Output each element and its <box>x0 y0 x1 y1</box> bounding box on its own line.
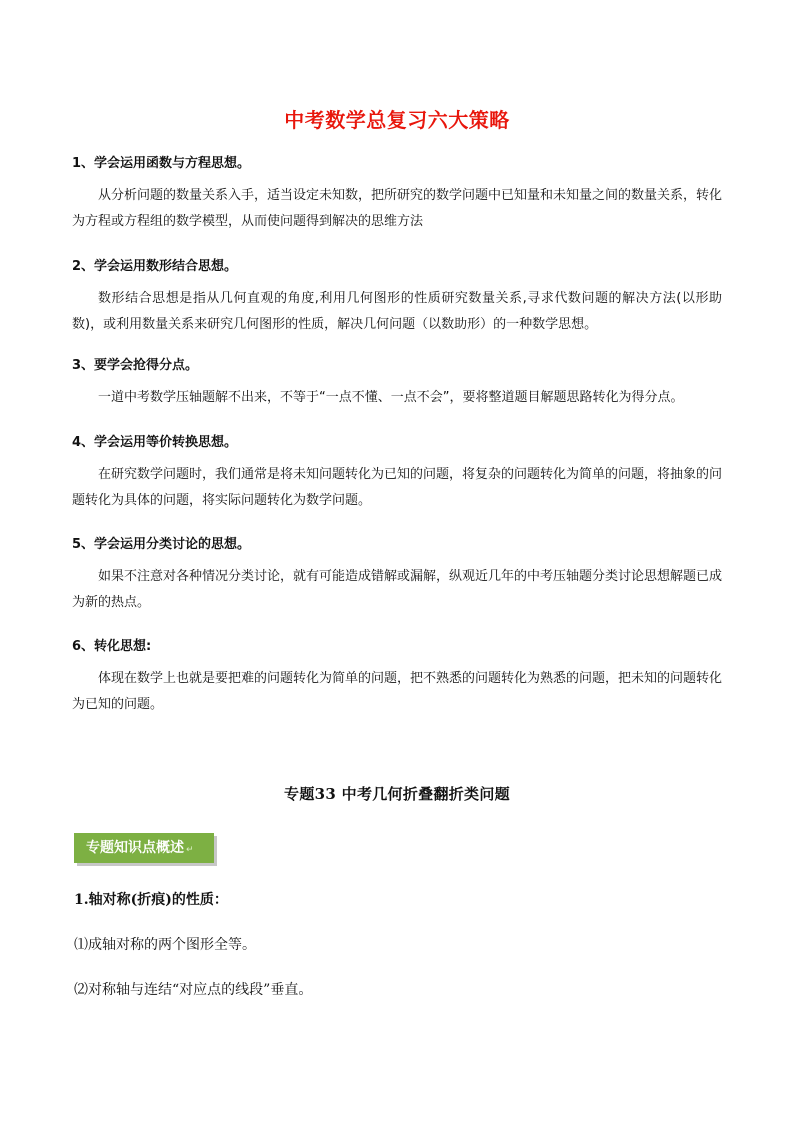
strategy-section-2 <box>72 258 722 338</box>
strategy-section-6 <box>72 638 722 718</box>
strategy-section-3 <box>72 357 722 411</box>
paragraph-mark-icon: ↵ <box>186 845 194 855</box>
property-item: ⑵对称轴与连结“对应点的线段”垂直。 <box>74 982 313 998</box>
strategy-body: 从分析问题的数量关系入手，适当设定未知数，把所研究的数学问题中已知量和未知量之间的数量关系，转化为方程或方程组的数学模型，从而使问题得到解决的思维方法 <box>72 188 723 229</box>
badge-label: 专题知识点概述 <box>86 840 184 856</box>
strategy-heading: 2、学会运用数形结合思想。 <box>72 259 238 274</box>
strategy-heading: 3、要学会抢得分点。 <box>72 358 199 373</box>
topic-title: 专题33 中考几何折叠翻折类问题 <box>284 785 510 803</box>
strategy-body: 在研究数学问题时，我们通常是将未知问题转化为已知的问题，将复杂的问题转化为简单的问题，将抽象的问题转化为具体的问题，将实际问题转化为数学问题。 <box>72 467 723 508</box>
strategy-section-4 <box>72 434 722 514</box>
strategy-heading: 4、学会运用等价转换思想。 <box>72 435 238 450</box>
strategy-heading: 6、转化思想: <box>72 639 152 654</box>
strategy-body: 体现在数学上也就是要把难的问题转化为简单的问题，把不熟悉的问题转化为熟悉的问题，把未知的问题转化为已知的问题。 <box>72 671 723 712</box>
section-badge <box>74 833 214 863</box>
strategy-body: 如果不注意对各种情况分类讨论，就有可能造成错解或漏解，纵观近几年的中考压轴题分类讨论思想解题已成为新的热点。 <box>72 569 723 610</box>
property-heading: 1.轴对称(折痕)的性质： <box>74 892 228 908</box>
strategy-section-1 <box>72 155 722 235</box>
strategy-body: 一道中考数学压轴题解不出来，不等于“一点不懂、一点不会”，要将整道题目解题思路转化为得分点。 <box>98 390 684 405</box>
strategy-body: 数形结合思想是指从几何直观的角度,利用几何图形的性质研究数量关系,寻求代数问题的解决方法(以形助数)，或利用数量关系来研究几何图形的性质，解决几何问题（以数助形）的一种数学思想。 <box>72 291 722 332</box>
strategy-heading: 5、学会运用分类讨论的思想。 <box>72 537 251 552</box>
property-item: ⑴成轴对称的两个图形全等。 <box>74 937 256 953</box>
page-title: 中考数学总复习六大策略 <box>284 108 510 132</box>
strategy-section-5 <box>72 536 722 616</box>
strategy-heading: 1、学会运用函数与方程思想。 <box>72 156 251 171</box>
